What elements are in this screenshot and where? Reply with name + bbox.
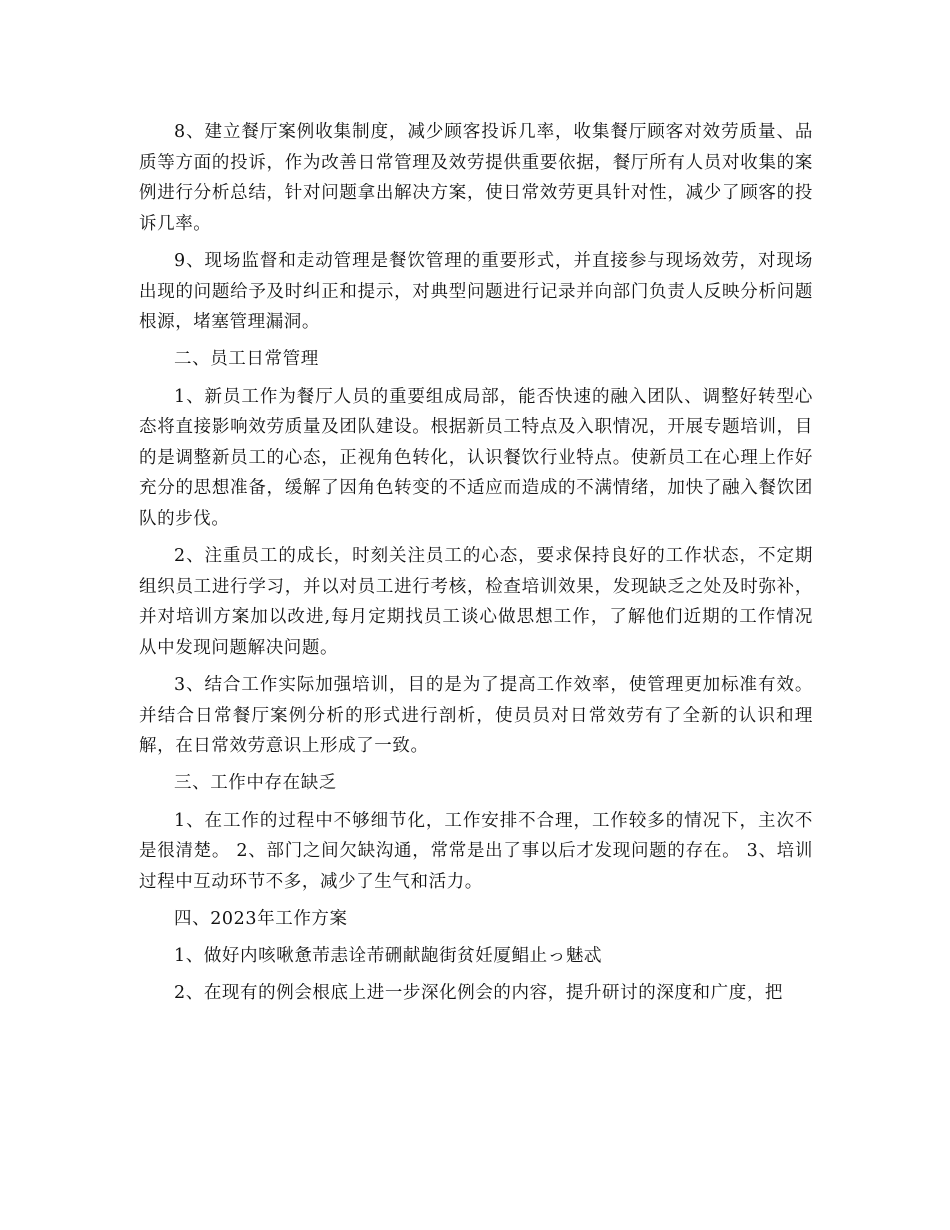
paragraph-item-8: 8、建立餐厅案例收集制度，减少顾客投诉几率，收集餐厅顾客对效劳质量、品质等方面的投诉，作为改善日常管理及效劳提供重要依据，餐厅所有人员对收集的案例进行分析总结，针对问题拿出解决方案，使日常效劳更具针对性，减少了顾客的投诉几率。 [139, 122, 813, 234]
section-heading-employee-management: 二、员工日常管理 [174, 349, 319, 370]
paragraph-employee-2: 2、注重员工的成长，时刻关注员工的心态，要求保持良好的工作状态，不定期组织员工进行学习，并以对员工进行考核，检查培训效果，发现缺乏之处及时弥补，并对培训方案加以改进,每月定期找员工谈心做思想工作，了解他们近期的工作情况从中发现问题解决问题。 [139, 546, 813, 658]
document-body [139, 117, 813, 1016]
paragraph-employee-1: 1、新员工作为餐厅人员的重要组成局部，能否快速的融入团队、调整好转型心态将直接影响效劳质量及团队建设。根据新员工特点及入职情况，开展专题培训，目的是调整新员工的心态，正视角色转化，认识餐饮行业特点。使新员工在心理上作好充分的思想准备，缓解了因角色转变的不适应而造成的不满情绪，加快了融入餐饮团队的步伐。 [139, 386, 813, 529]
section-heading-shortcomings: 三、工作中存在缺乏 [174, 773, 337, 794]
paragraph-employee-3: 3、结合工作实际加强培训，目的是为了提高工作效率，使管理更加标准有效。并结合日常餐厅案例分析的形式进行剖析，使员员对日常效劳有了全新的认识和理解，在日常效劳意识上形成了一致。 [139, 675, 813, 757]
paragraph-item-9: 9、现场监督和走动管理是餐饮管理的重要形式，并直接参与现场效劳，对现场出现的问题给予及时纠正和提示，对典型问题进行记录并向部门负责人反映分析问题根源，堵塞管理漏洞。 [139, 250, 813, 333]
paragraph-shortcomings: 1、在工作的过程中不够细节化，工作安排不合理，工作较多的情况下，主次不是很清楚。 2、部门之间欠缺沟通，常常是出了事以后才发现问题的存在。 3、培训过程中互动环节不多，减少了生气和活力。 [139, 810, 813, 892]
paragraph-plan-1: 1、做好内咳啾惫芾恚诠芾硎献龅街贫妊厦鲳止っ魅忒 [174, 946, 603, 967]
paragraph-plan-2: 2、在现有的例会根底上进一步深化例会的内容，提升研讨的深度和广度，把 [174, 983, 784, 1004]
section-heading-work-plan: 四、2023年工作方案 [174, 909, 348, 929]
